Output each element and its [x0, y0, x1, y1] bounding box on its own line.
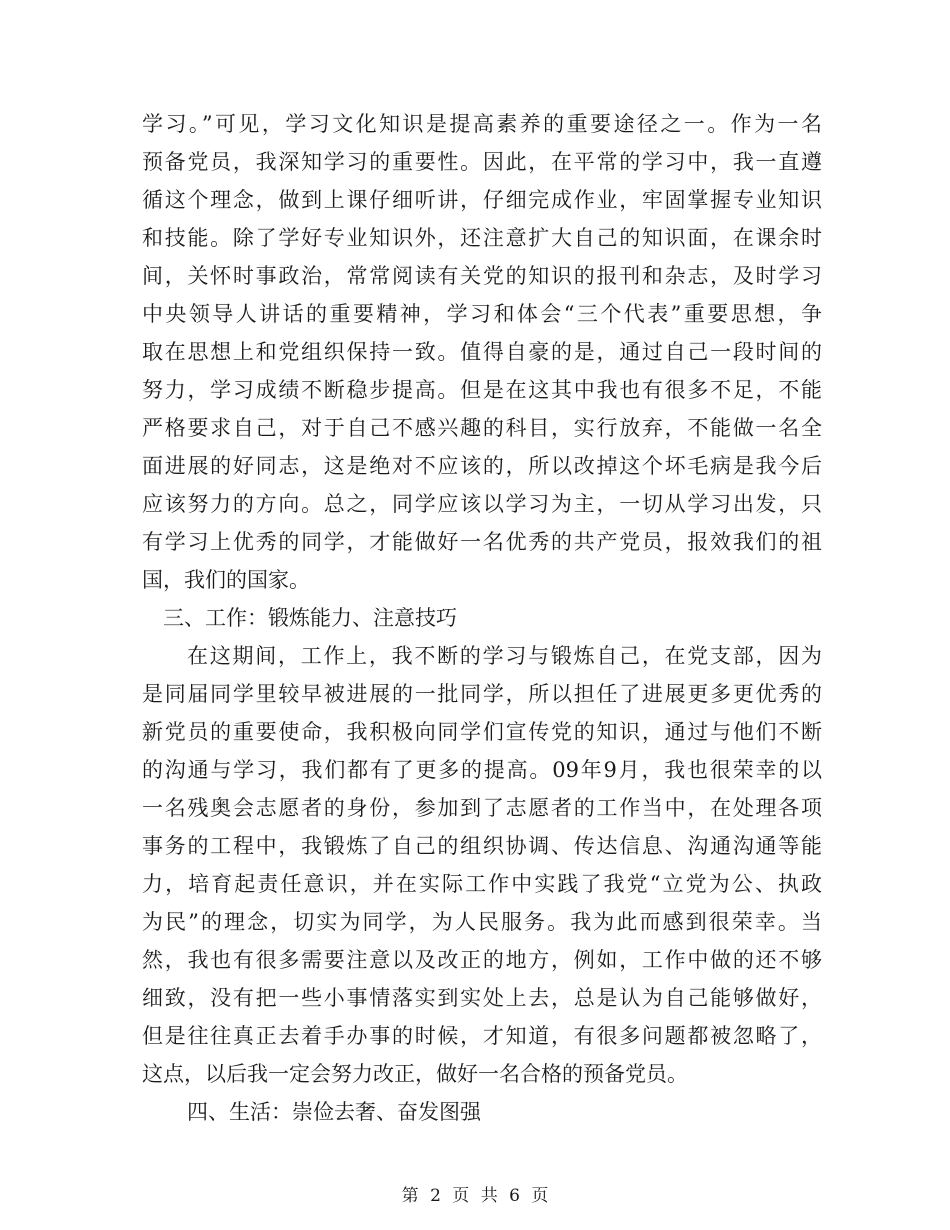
paragraph-line: 严格要求自己，对于自己不感兴趣的科目，实行放弃，不能做一名全: [142, 416, 822, 440]
paragraph-line: 国，我们的国家。: [142, 568, 310, 592]
section-heading-life: 四、生活：崇俭去奢、奋发图强: [187, 1100, 481, 1124]
paragraph-line: 循这个理念，做到上课仔细听讲，仔细完成作业，牢固掌握专业知识: [142, 188, 822, 212]
paragraph-line: 但是往往真正去着手办事的时候，才知道，有很多问题都被忽略了，: [142, 1024, 822, 1048]
paragraph-line: 应该努力的方向。总之，同学应该以学习为主，一切从学习出发，只: [142, 492, 822, 516]
section-heading-work: 三、工作：锻炼能力、注意技巧: [163, 606, 457, 630]
paragraph-line: 的沟通与学习，我们都有了更多的提高。09年9月，我也很荣幸的以: [142, 758, 822, 782]
paragraph-line: 面进展的好同志，这是绝对不应该的，所以改掉这个坏毛病是我今后: [142, 454, 822, 478]
paragraph-line: 细致，没有把一些小事情落实到实处上去，总是认为自己能够做好，: [142, 986, 822, 1010]
paragraph-line: 然，我也有很多需要注意以及改正的地方，例如，工作中做的还不够: [142, 948, 822, 972]
paragraph-first-line: 在这期间，工作上，我不断的学习与锻炼自己，在党支部，因为: [187, 644, 822, 668]
paragraph-line: 新党员的重要使命，我积极向同学们宣传党的知识，通过与他们不断: [142, 720, 822, 744]
page-number-footer: 第 2 页 共 6 页: [401, 1186, 549, 1206]
paragraph-line: 为民”的理念，切实为同学，为人民服务。我为此而感到很荣幸。当: [142, 910, 822, 934]
paragraph-line: 有学习上优秀的同学，才能做好一名优秀的共产党员，报效我们的祖: [142, 530, 822, 554]
paragraph-line: 间，关怀时事政治，常常阅读有关党的知识的报刊和杂志，及时学习: [142, 264, 822, 288]
paragraph-line: 事务的工程中，我锻炼了自己的组织协调、传达信息、沟通沟通等能: [142, 834, 822, 858]
paragraph-line: 取在思想上和党组织保持一致。值得自豪的是，通过自己一段时间的: [142, 340, 822, 364]
paragraph-line: 一名残奥会志愿者的身份，参加到了志愿者的工作当中，在处理各项: [142, 796, 822, 820]
paragraph-line: 是同届同学里较早被进展的一批同学，所以担任了进展更多更优秀的: [142, 682, 822, 706]
paragraph-line: 这点，以后我一定会努力改正，做好一名合格的预备党员。: [142, 1062, 688, 1086]
paragraph-line: 预备党员，我深知学习的重要性。因此，在平常的学习中，我一直遵: [142, 150, 822, 174]
paragraph-line: 努力，学习成绩不断稳步提高。但是在这其中我也有很多不足，不能: [142, 378, 822, 402]
paragraph-line: 中央领导人讲话的重要精神，学习和体会“三个代表”重要思想，争: [142, 302, 822, 326]
paragraph-line: 力，培育起责任意识，并在实际工作中实践了我党“立党为公、执政: [142, 872, 822, 896]
paragraph-line: 和技能。除了学好专业知识外，还注意扩大自己的知识面，在课余时: [142, 226, 822, 250]
paragraph-line: 学习。”可见，学习文化知识是提高素养的重要途径之一。作为一名: [142, 112, 822, 136]
